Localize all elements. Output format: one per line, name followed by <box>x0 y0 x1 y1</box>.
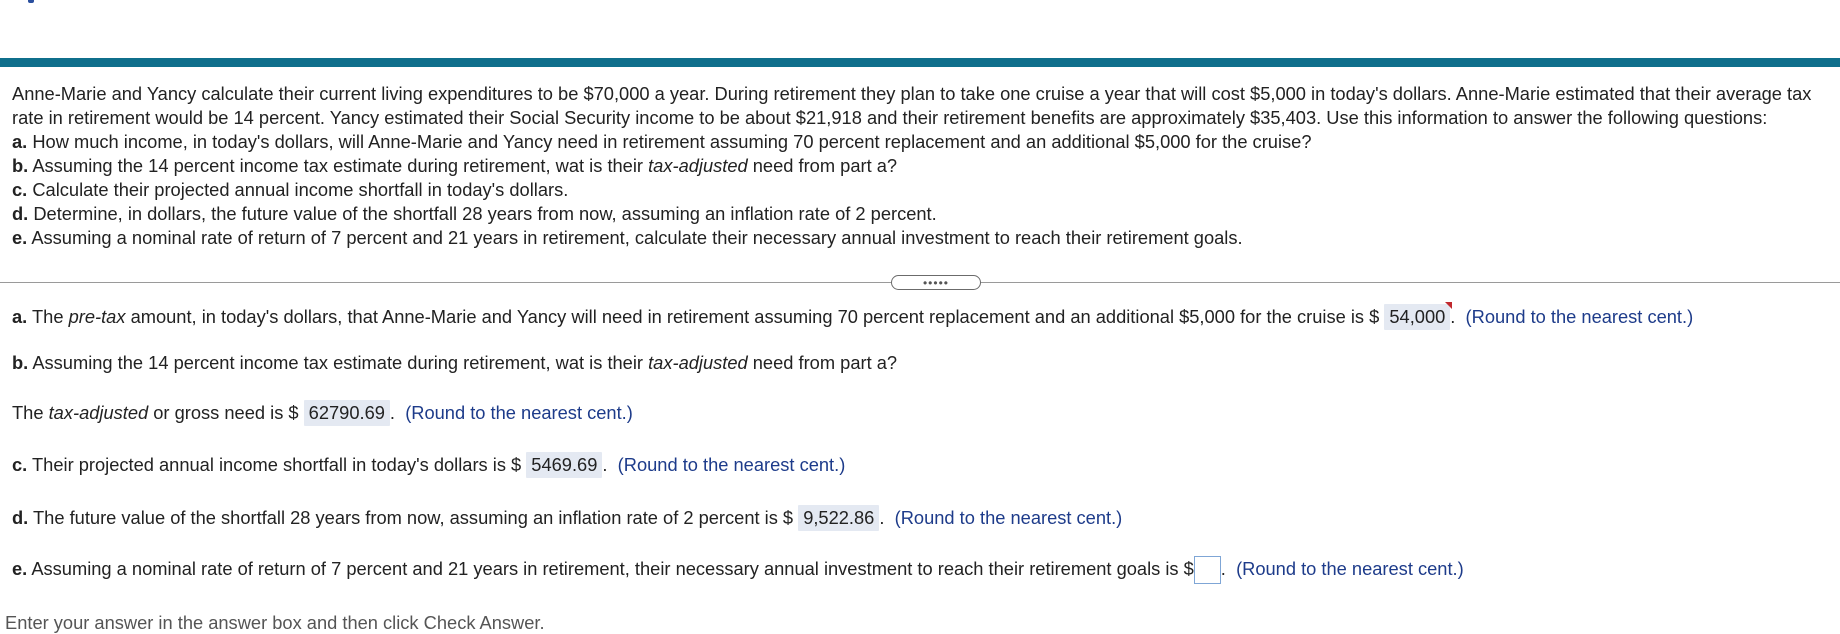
answer-d-value[interactable]: 9,522.86 <box>798 505 879 531</box>
question-panel <box>12 82 1830 250</box>
question-part-c: c. Calculate their projected annual income shortfall in today's dollars. <box>12 179 569 200</box>
answer-b-hint: (Round to the nearest cent.) <box>405 402 633 423</box>
question-part-e: e. Assuming a nominal rate of return of 7 percent and 21 years in retirement, calculate their necessary annual investment to reach their retirement goals. <box>12 227 1243 248</box>
answer-c: c. Their projected annual income shortfall in today's dollars is $ 5469.69 . (Round to the nearest cent.) <box>12 452 845 478</box>
answer-b-value[interactable]: 62790.69 <box>304 400 390 426</box>
answer-d: d. The future value of the shortfall 28 years from now, assuming an inflation rate of 2 percent is $ 9,522.86 . (Round to the nearest cent.) <box>12 505 1122 531</box>
answer-a-value[interactable]: 54,000 <box>1384 304 1450 330</box>
question-part-b: b. Assuming the 14 percent income tax estimate during retirement, wat is their tax-adjusted need from part a? <box>12 155 898 176</box>
answer-e-input[interactable] <box>1194 556 1221 584</box>
answer-b: The tax-adjusted or gross need is $ 62790.69 . (Round to the nearest cent.) <box>12 400 633 426</box>
expand-collapse-button[interactable]: ••••• <box>891 275 981 290</box>
footer-instruction: Enter your answer in the answer box and then click Check Answer. <box>5 612 545 633</box>
question-intro: Anne-Marie and Yancy calculate their current living expenditures to be $70,000 a year. During retirement they plan to take one cruise a year that will cost $5,000 in today's dollars. Anne-Marie estimated that their average tax rate in retirement would be 14 percent. Yancy estimated their Social Security income to be about $21,918 and their retirement benefits are approximately $35,403. Use this information to answer the following questions: <box>12 83 1812 128</box>
answer-c-hint: (Round to the nearest cent.) <box>617 454 846 475</box>
part-b-question: b. Assuming the 14 percent income tax estimate during retirement, wat is their tax-adjusted need from part a? <box>12 352 898 373</box>
question-part-a: a. How much income, in today's dollars, will Anne-Marie and Yancy need in retirement assuming 70 percent replacement and an additional $5,000 for the cruise? <box>12 131 1312 152</box>
answer-e-hint: (Round to the nearest cent.) <box>1236 557 1464 579</box>
answer-a: a. The pre-tax amount, in today's dollars, that Anne-Marie and Yancy will need in retirement assuming 70 percent replacement and an additional $5,000 for the cruise is $ 54,000 . (Round to the nearest cent.) <box>12 304 1693 330</box>
header-bar <box>0 58 1840 67</box>
answer-d-hint: (Round to the nearest cent.) <box>894 507 1123 528</box>
header-indicator <box>28 0 34 3</box>
answer-e: e. Assuming a nominal rate of return of 7 percent and 21 years in retirement, their necessary annual investment to reach their retirement goals is $ . (Round to the nearest cent.) <box>12 556 1464 584</box>
answer-c-value[interactable]: 5469.69 <box>526 452 602 478</box>
answer-a-hint: (Round to the nearest cent.) <box>1465 306 1694 327</box>
header-area <box>0 0 1840 58</box>
question-part-d: d. Determine, in dollars, the future value of the shortfall 28 years from now, assuming an inflation rate of 2 percent. <box>12 203 937 224</box>
